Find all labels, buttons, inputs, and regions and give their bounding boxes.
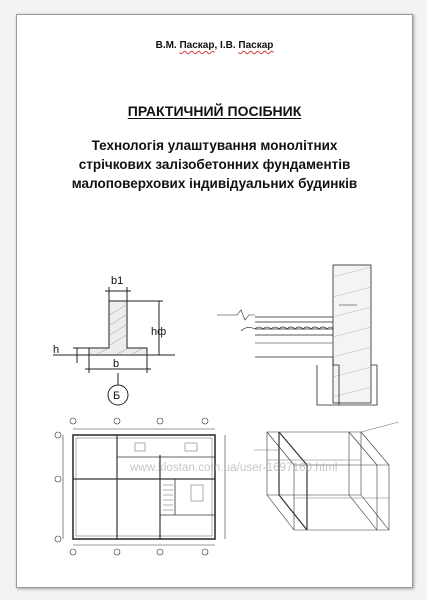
dim-label-hf: hф <box>151 326 167 338</box>
dim-label-b1: b1 <box>111 275 124 287</box>
authors-initials: В.М. <box>155 40 177 51</box>
document-subtitle <box>27 136 402 193</box>
isometric-frame-drawing <box>249 420 409 555</box>
subtitle-line-2: стрічкових залізобетонних фундаментів <box>78 157 351 172</box>
document-title: ПРАКТИЧНИЙ ПОСІБНИК <box>127 103 302 119</box>
document-page <box>16 14 413 588</box>
section-marker-label: Б <box>113 390 121 402</box>
dim-label-h: h <box>53 344 60 356</box>
subtitle-line-1: Технологія улаштування монолітних <box>91 138 338 153</box>
author2-surname: Паскар <box>238 40 274 51</box>
author1-surname: Паскар <box>179 40 215 51</box>
wall-floor-detail-drawing <box>207 247 397 407</box>
subtitle-line-3: малоповерхових індивідуальних будинків <box>71 176 358 191</box>
foundation-section-diagram <box>47 265 187 415</box>
watermark-url: www.klostan.com.ua/user-1697160.html <box>130 462 338 474</box>
authors-line <box>17 40 412 51</box>
authors-separator: , І.В. <box>214 40 236 51</box>
dim-label-b: b <box>113 358 120 370</box>
floor-plan-drawing <box>55 415 235 555</box>
